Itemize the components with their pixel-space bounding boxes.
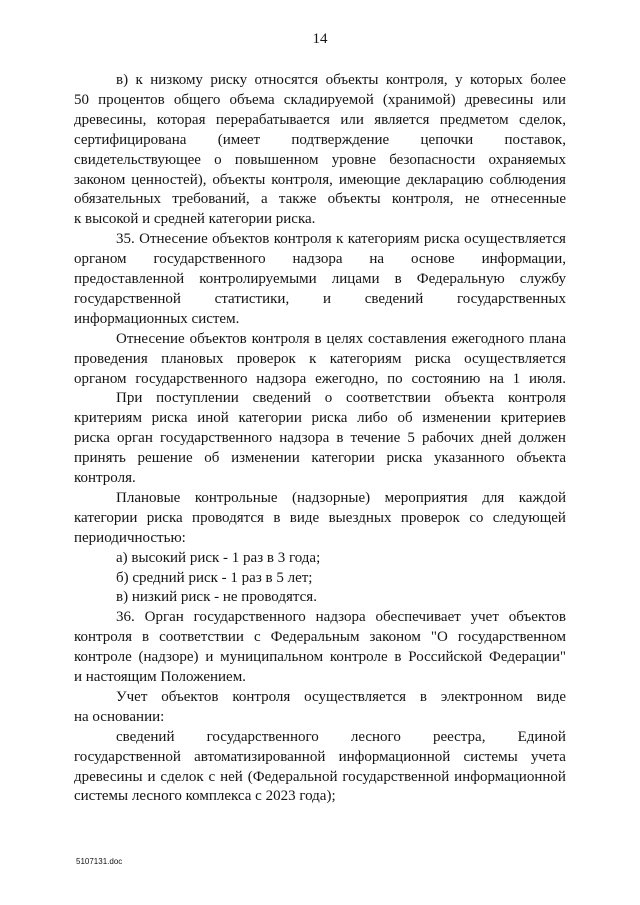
text-line <box>74 508 566 528</box>
word: При <box>116 390 143 407</box>
word: проводятся <box>192 509 264 526</box>
word: контрольные <box>194 489 278 506</box>
word: надзора <box>292 251 343 268</box>
text-line <box>74 349 566 369</box>
word: лицами <box>331 271 380 287</box>
word: объекты <box>212 171 266 188</box>
word: соблюдения <box>489 171 566 188</box>
word: перерабатывается <box>215 111 330 128</box>
word: органом <box>74 251 127 268</box>
word: Орган <box>144 609 184 626</box>
word: иной <box>197 410 229 427</box>
word: (надзоре) <box>138 649 199 666</box>
word: указанного <box>434 450 505 467</box>
word: должен <box>518 430 566 447</box>
word: государственном <box>457 629 566 646</box>
word: для <box>482 489 505 506</box>
word: орган <box>117 430 153 447</box>
word: не <box>464 191 480 208</box>
word: сведений <box>116 728 175 745</box>
word: плана <box>529 330 566 347</box>
word: контроля <box>74 629 132 646</box>
word: повышенном <box>234 151 319 168</box>
word: в <box>314 330 322 347</box>
text-line <box>74 627 566 647</box>
word: рабочих <box>422 430 475 447</box>
word: государственного <box>159 430 273 447</box>
word: виде <box>289 509 320 526</box>
word: в <box>273 509 281 526</box>
word: древесины <box>74 768 143 785</box>
text-line <box>74 428 566 448</box>
word: службу <box>519 271 566 287</box>
word: предоставленной <box>74 271 185 287</box>
word: риска <box>414 350 451 367</box>
word: (надзорные) <box>292 489 371 506</box>
text-line <box>74 269 566 289</box>
word: и <box>147 768 156 785</box>
word: процентов <box>98 91 165 108</box>
text-line <box>74 150 566 170</box>
word: обеспечивает <box>375 609 461 626</box>
word: в <box>419 688 427 705</box>
word: системы <box>463 748 518 765</box>
word: государственного <box>135 370 248 387</box>
text-line <box>74 747 566 767</box>
word: сведений <box>252 390 312 407</box>
word: древесины <box>464 91 534 108</box>
word: проведения <box>74 350 148 367</box>
word: электронном <box>440 688 523 705</box>
text-line <box>74 249 566 269</box>
word: относятся <box>254 72 319 88</box>
word: имеющие <box>338 171 401 188</box>
word: со <box>469 509 484 526</box>
word: ежегодного <box>451 330 525 347</box>
word: складируемой <box>283 91 374 108</box>
word: изменении <box>422 410 491 427</box>
word: основе <box>410 251 455 268</box>
word: поставок, <box>504 131 566 148</box>
word: по <box>387 370 403 387</box>
word: соответствии <box>159 629 244 646</box>
text-line: к высокой и средней категории риска. <box>74 211 316 228</box>
word: с <box>208 768 216 785</box>
word: (хранимой) <box>382 91 456 108</box>
text-line: б) средний риск - 1 раз в 5 лет; <box>116 569 313 586</box>
word: Российской <box>408 649 483 666</box>
word: предметом <box>439 111 509 128</box>
word: дней <box>481 430 512 447</box>
word: о <box>324 390 333 407</box>
text-line <box>74 448 566 468</box>
text-line: в) низкий риск - не проводятся. <box>116 589 317 606</box>
word: Федеральную <box>416 271 505 287</box>
word: законом <box>369 629 421 646</box>
word: объектов <box>508 609 566 626</box>
text-line <box>116 488 566 508</box>
word: Единой <box>517 728 566 745</box>
word: категории <box>311 450 375 467</box>
word: сделок <box>160 768 204 785</box>
word: контроля <box>507 390 566 407</box>
word: риску <box>210 72 248 88</box>
word: составления <box>367 330 447 347</box>
word: 5 <box>407 430 415 447</box>
word: или <box>542 91 566 108</box>
word: декларацию <box>406 171 484 188</box>
word: контроля <box>273 231 332 248</box>
word: также <box>278 191 317 208</box>
word: объекты <box>327 191 381 208</box>
text-line: контроля. <box>74 470 136 486</box>
word: риска <box>311 410 348 427</box>
word: категории <box>74 509 138 526</box>
word: древесины, <box>74 111 147 128</box>
word: к <box>309 350 317 367</box>
text-line <box>74 170 566 190</box>
word: Отнесение <box>116 330 185 347</box>
word: является <box>374 111 430 128</box>
word: Плановые <box>116 489 181 506</box>
word: следующей <box>492 509 566 526</box>
word: объектов <box>161 688 219 705</box>
word: целях <box>326 330 364 347</box>
word: а <box>260 191 268 208</box>
word: контроля, <box>385 72 448 88</box>
text-line <box>116 607 566 627</box>
word: с <box>253 629 261 646</box>
word: или <box>340 111 364 128</box>
text-line <box>74 647 566 667</box>
word: у <box>455 72 463 88</box>
word: Федерации" <box>489 649 566 666</box>
text-line <box>116 687 566 707</box>
text-line <box>74 289 566 309</box>
text-line <box>74 189 566 209</box>
word: Отнесение <box>139 231 208 248</box>
word: осуществляется <box>464 231 566 248</box>
text-line <box>116 329 566 349</box>
word: поступлении <box>156 390 239 407</box>
text-line <box>74 110 566 130</box>
word: каждой <box>518 489 566 506</box>
word: контроля, <box>271 171 333 188</box>
word: 35. <box>116 231 135 248</box>
word: к <box>135 72 143 88</box>
word: более <box>530 72 566 88</box>
text-line: а) высокий риск - 1 раз в 3 года; <box>116 549 321 566</box>
text-line <box>74 408 566 428</box>
word: уровне <box>331 151 377 168</box>
word: сертифицирована <box>74 131 187 148</box>
word: цепочки <box>420 131 474 148</box>
page-number: 14 <box>312 31 328 47</box>
word: информационной <box>454 768 566 785</box>
word: отнесенные <box>490 191 566 208</box>
text-line: информационных систем. <box>74 310 240 327</box>
word: об <box>397 410 413 427</box>
word: которых <box>470 72 523 88</box>
word: надзора <box>256 370 307 387</box>
word: подтверждение <box>291 131 390 148</box>
word: сведений <box>364 290 424 307</box>
word: в <box>142 629 150 646</box>
word: в <box>394 271 402 287</box>
word: риска <box>423 231 460 248</box>
word: контроля <box>232 688 291 705</box>
word: муниципальном <box>220 649 324 666</box>
word: сделок, <box>519 111 566 128</box>
word: в) <box>116 72 129 88</box>
word: объекты <box>325 72 379 88</box>
word: риска <box>151 410 188 427</box>
text-line <box>74 369 566 389</box>
word: законом <box>74 171 126 188</box>
word: решение <box>137 450 193 467</box>
word: контроле <box>74 649 132 666</box>
text-line <box>116 727 566 747</box>
word: информационной <box>338 748 451 765</box>
word: объектов <box>212 231 270 248</box>
word: к <box>336 231 344 248</box>
word: виде <box>536 688 566 705</box>
word: государственного <box>206 728 319 745</box>
word: критериев <box>500 410 566 427</box>
word: свидетельствующее <box>74 151 201 168</box>
word: контроля, <box>391 191 454 208</box>
word: безопасности <box>389 151 476 168</box>
text-line <box>74 90 566 110</box>
word: риска <box>386 450 423 467</box>
word: соответствии <box>346 390 431 407</box>
word: надзора <box>315 609 366 626</box>
word: объема <box>229 91 275 108</box>
text-line: периодичностью: <box>74 529 186 546</box>
word: ежегодно, <box>315 370 379 387</box>
word: изменении <box>231 450 300 467</box>
word: 36. <box>116 609 135 626</box>
word: риска <box>74 430 110 447</box>
word: общего <box>173 91 221 108</box>
word: принять <box>74 450 126 467</box>
word: требований, <box>172 191 250 208</box>
word: категории <box>238 410 302 427</box>
word: либо <box>357 410 388 427</box>
text-line <box>116 388 566 408</box>
word: объекта <box>444 390 495 407</box>
word: статистики, <box>214 290 290 307</box>
word: надзора <box>279 430 330 447</box>
word: проверок <box>236 350 296 367</box>
word: реестра, <box>432 728 486 745</box>
word: на <box>489 370 504 387</box>
text-line: на основании: <box>74 708 165 725</box>
word: ней <box>220 768 243 785</box>
word: автоматизированной <box>194 748 326 765</box>
word: контроля <box>251 330 310 347</box>
word: риска <box>146 509 183 526</box>
word: в <box>394 649 402 666</box>
word: проверок <box>400 509 460 526</box>
word: осуществляется <box>304 688 407 705</box>
document-file-code: 5107131.doc <box>76 857 123 866</box>
word: государственной <box>74 290 181 307</box>
word: государственной <box>74 748 181 765</box>
word: контролируемыми <box>199 271 317 287</box>
word: июля. <box>528 370 566 387</box>
text-line: и настоящим Положением. <box>74 669 246 685</box>
word: 50 <box>74 91 89 108</box>
word: государственного <box>193 609 306 626</box>
word: информации, <box>481 251 566 268</box>
word: объектов <box>189 330 247 347</box>
word: лесного <box>350 728 401 745</box>
word: объекта <box>516 450 566 467</box>
word: 1 <box>512 370 521 387</box>
word: и <box>322 290 331 307</box>
word: о <box>214 151 222 168</box>
word: об <box>204 450 220 467</box>
word: учет <box>470 609 499 626</box>
word: охраняемых <box>488 151 566 168</box>
word: состоянию <box>411 370 481 387</box>
word: категориям <box>347 231 420 248</box>
word: государственной <box>342 768 450 785</box>
word: мероприятия <box>384 489 468 506</box>
word: на <box>369 251 385 268</box>
word: ценностей), <box>131 171 207 188</box>
word: и <box>205 649 214 666</box>
word: категориям <box>329 350 402 367</box>
word: государственных <box>456 290 566 307</box>
word: "О <box>430 629 448 646</box>
word: которая <box>156 111 206 128</box>
word: контроле <box>329 649 388 666</box>
word: плановых <box>161 350 224 367</box>
word: государственного <box>153 251 266 268</box>
text-line <box>74 767 566 787</box>
word: органом <box>74 370 127 387</box>
word: выездных <box>328 509 392 526</box>
word: Федеральным <box>270 629 360 646</box>
word: (имеет <box>217 131 261 148</box>
text-line <box>74 130 566 150</box>
text-line: системы лесного комплекса с 2023 года); <box>74 788 336 805</box>
word: учета <box>530 748 566 765</box>
word: низкому <box>150 72 203 88</box>
word: осуществляется <box>464 350 566 367</box>
word: Учет <box>116 688 148 705</box>
word: обязательных <box>74 191 161 208</box>
word: в <box>336 430 344 447</box>
word: течение <box>350 430 401 447</box>
text-line <box>116 70 566 90</box>
word: (Федеральной <box>247 768 338 785</box>
text-line <box>116 229 566 249</box>
word: критериям <box>74 410 142 427</box>
